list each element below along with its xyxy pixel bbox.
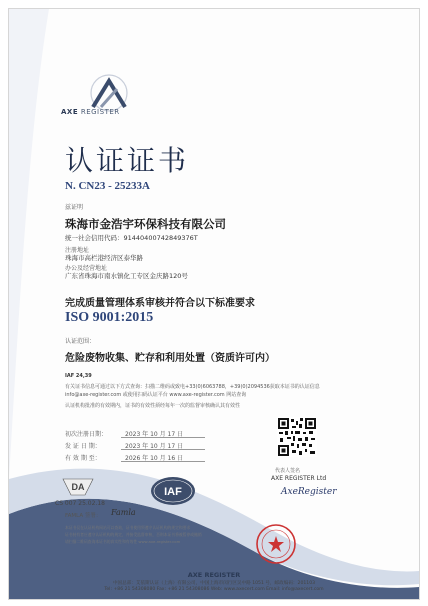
certificate-number: N. CN23 - 25233A [65,180,150,192]
fine-print-2: 证书持有者应遵守认证机构的规定，并接受监督审核，否则本证书将被暂停或撤销 [65,532,202,537]
note-line-3: 认证机构批准的有效期内，证书的有效性须经每年一次的监督审核确认其有效性 [65,403,241,409]
svg-text:AxeRegister: AxeRegister [281,487,337,497]
office-addr: 广东省珠海市南水镇化工专区金庆路120号 [65,272,188,280]
iaf-logo-icon [149,475,197,507]
footer-line-1: 中国总部：艾依斯认证（上海）有限公司，中国上海市闵行区吴中路 1051 号，邮政编码：201103 [112,581,316,586]
logo-text: AXE REGISTER [61,108,120,116]
note-line-1: 有关证书信息可通过以下方式查询：扫描二维码或致电+33(0)6063788，+39(0)2094536获取本证书的认证信息 [65,384,320,390]
svg-text:Famla: Famla [111,508,136,517]
da-accreditation-logo-icon [61,477,95,497]
scope-label: 认证范围： [65,338,96,345]
signature-image [277,482,337,498]
signer-org: AXE REGISTER Ltd [271,475,327,482]
certificate-page: AXE REGISTER 认证证书 N. CN23 - 25233A 兹证明 珠海市金浩宇环保科技有限公司 统一社会信用代码：91440400742849376T 注册地址 珠海市高栏港经济区泰华路 办公及经营地址 广东省珠海市南水镇化工专区金庆路120号 完成质量管理体系审核并符合以下标准要求 ISO 9001:2015 认证范围： 危险废物收集、贮存和利用处置（资质许可内） IAF 24,39 有关证书信息可通过以下方式查询：扫描二维码或致电+33(0)6063788，+39(0)2094536获取本证书的认证信息 info@axe-register.com 或使用扫码认证平台 www.axe-register.com 网站查询 认证机构批准的有效期内，证书的有效性须经每年一次的监督审核确认其有效性 初次注册日期： 2023 年 10 月 17 日 发 证 日 期： 2023 年 10 月 17 日 有 效 期 至： 2026 年 10 月 16 日 DA CS 007 25.02.18 IAF 代表人签名 AXE REGISTER Ltd AxeRegister FAMLA 签署： Famla 本证书仅在认证机构网站可以查询，证书使用须遵守认证机构的规定和要求 证书持有者应遵守认证机构的规定，并接受监督审核，否则本证书将被暂停或撤销 请扫描二维码查询本证书的真实性和有效性 www.axe-register.com AXE REGISTER 中国总部：艾依斯认证（上海）有限公司，中国上海市闵行区吴中路 1051 号，邮政编码：201103 Tel: +86 21 54308080 Fax: +86 21 54308086 Web: www.axecert.com Email: info@axecert.com [8,8,420,600]
credit-code: 统一社会信用代码：91440400742849376T [65,234,198,242]
official-stamp-icon [255,523,297,565]
scope-text: 危险废物收集、贮存和利用处置（资质许可内） [65,353,275,364]
reg-addr: 珠海市高栏港经济区泰华路 [65,254,143,262]
famla-signature-image [109,506,145,518]
svg-text:DA: DA [71,482,85,492]
iso-standard: ISO 9001:2015 [65,310,154,325]
office-addr-label: 办公及经营地址 [65,265,108,272]
da-code: CS 007 25.02.18 [55,500,105,507]
svg-text:IAF: IAF [164,486,182,498]
footer-title: AXE REGISTER [187,571,241,579]
signer-label: 代表人签名 [275,468,301,474]
certificate-title: 认证证书 [65,144,190,177]
reg-addr-label: 注册地址 [65,247,90,254]
fine-print-3: 请扫描二维码查询本证书的真实性和有效性 www.axe-register.com [65,539,181,544]
footer-line-2: Tel: +86 21 54308080 Fax: +86 21 54308086 Web: www.axecert.com Email: info@axecert.com [104,587,324,592]
standard-heading: 完成质量管理体系审核并符合以下标准要求 [65,298,255,309]
qr-code-icon[interactable] [277,417,317,457]
intro-label: 兹证明 [65,204,84,211]
fine-print-1: 本证书仅在认证机构网站可以查询，证书使用须遵守认证机构的规定和要求 [65,525,191,530]
famla-label: FAMLA 签署： [65,513,102,519]
iaf-code: IAF 24,39 [65,373,92,379]
note-line-2: info@axe-register.com 或使用扫码认证平台 www.axe-register.com 网站查询 [65,392,247,398]
company-name: 珠海市金浩宇环保科技有限公司 [65,217,226,231]
